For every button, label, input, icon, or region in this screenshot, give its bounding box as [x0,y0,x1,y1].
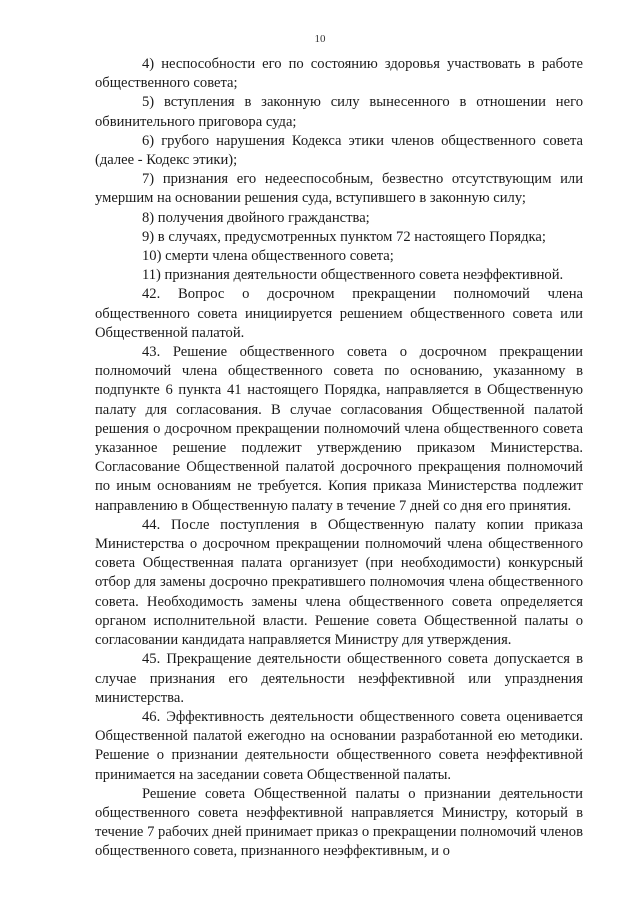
paragraph-item-7: 7) признания его недееспособным, безвестно отсутствующим или умершим на основании решения суда, вступившего в законную силу; [95,171,583,207]
paragraph-item-8: 8) получения двойного гражданства; [142,209,370,226]
paragraph-clause-43: 43. Решение общественного совета о досрочном прекращении полномочий члена общественного совета по основанию, указанному в подпункте 6 пункта 41 настоящего Порядка, направляется в Общественную палату для согласования. В случае согласования Общественной палатой решения о досрочном прекращении полномочий члена общественного совета указанное решение подлежит утверждению приказом Министерства. Согласование Общественной палатой досрочного прекращения полномочий по иным основаниям не требуется. Копия приказа Министерства подлежит направлению в Общественную палату в течение 7 дней со дня его принятия. [95,344,583,514]
paragraph-clause-42: 42. Вопрос о досрочном прекращении полномочий члена общественного совета инициируется решением общественного совета или Общественной палатой. [95,286,583,341]
page-number: 10 [314,33,326,45]
paragraph-item-9: 9) в случаях, предусмотренных пунктом 72 настоящего Порядка; [142,228,546,245]
paragraph-item-6: 6) грубого нарушения Кодекса этики членов общественного совета (далее - Кодекс этики); [95,132,583,169]
paragraph-clause-44: 44. После поступления в Общественную палату копии приказа Министерства о досрочном прекращении полномочий члена общественного совета Общественная палата организует (при необходимости) конкурсный отбор для замены досрочно прекратившего полномочия члена общественного совета. Необходимость замены члена общественного совета определяется органом исполнительной власти. Решение совета Общественной палаты о согласовании кандидата направляется Министру для утверждения. [95,516,583,649]
paragraph-item-10: 10) смерти члена общественного совета; [142,248,394,265]
document-body [95,55,583,862]
paragraph-item-5: 5) вступления в законную силу вынесенного в отношении него обвинительного приговора суда; [95,94,583,130]
paragraph-clause-46: 46. Эффективность деятельности общественного совета оценивается Общественной палатой ежегодно на основании разработанной ею методики. Решение о признании деятельности общественного совета неэффективной принимается на заседании совета Общественной палаты. [95,708,583,783]
paragraph-council-decision: Решение совета Общественной палаты о признании деятельности общественного совета неэффективной направляется Министру, который в течение 7 рабочих дней принимает приказ о прекращении полномочий членов общественного совета, признанного неэффективным, и о [95,785,583,860]
paragraph-clause-45: 45. Прекращение деятельности общественного совета допускается в случае признания его деятельности неэффективной или упразднения министерства. [95,651,583,706]
paragraph-item-11: 11) признания деятельности общественного совета неэффективной. [142,267,564,284]
paragraph-item-4: 4) неспособности его по состоянию здоровья участвовать в работе общественного совета; [95,56,583,92]
